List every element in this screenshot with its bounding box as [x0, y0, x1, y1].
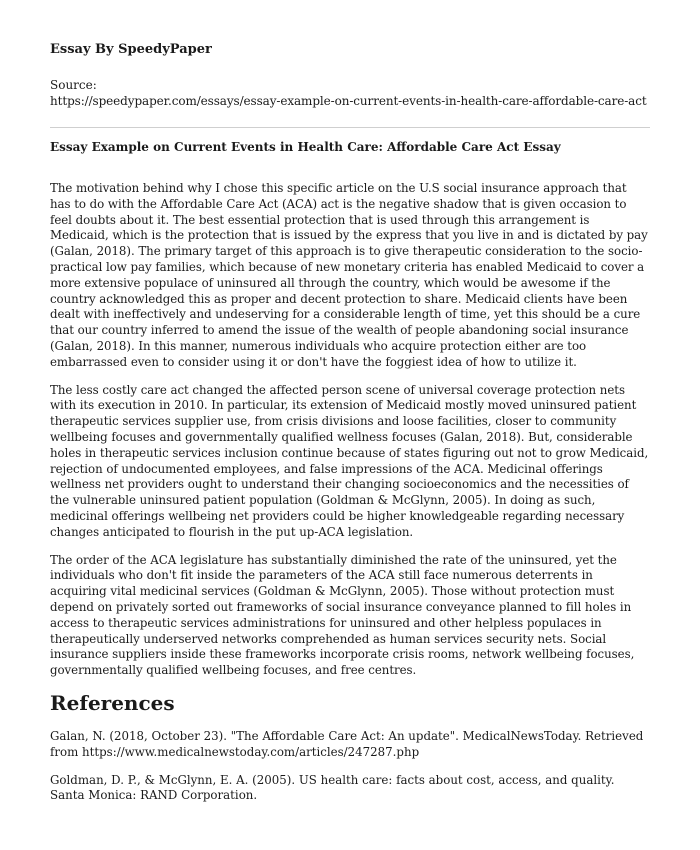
- essay-title: Essay Example on Current Events in Health Care: Affordable Care Act Essay: [50, 140, 561, 154]
- essay-paragraph-2: The less costly care act changed the affected person scene of universal coverage protection nets with its execution in 2010. In particular, its extension of Medicaid mostly moved uninsured patient therapeutic services supplier use, from crisis divisions and loose facilities, closer to community wellbeing focuses and governmentally qualified wellness focuses (Galan, 2018). But, considerable holes in therapeutic services inclusion continue because of states figuring out not to grow Medicaid, rejection of undocumented employees, and false impressions of the ACA. Medicinal offerings wellness net providers ought to understand their changing socioeconomics and the necessities of the vulnerable uninsured patient population (Goldman & McGlynn, 2005). In doing as such, medicinal offerings wellbeing net providers could be higher knowledgeable regarding necessary changes anticipated to flourish in the put up-ACA legislation.: [50, 382, 649, 539]
- reference-item-2: Goldman, D. P., & McGlynn, E. A. (2005). US health care: facts about cost, access, and quality. Santa Monica: RAND Corporation.: [50, 772, 615, 803]
- source-url: https://speedypaper.com/essays/essay-example-on-current-events-in-health-care-affordable-care-act: [50, 94, 647, 108]
- essay-paragraph-3: The order of the ACA legislature has substantially diminished the rate of the uninsured, yet the individuals who don't fit inside the parameters of the ACA still face numerous deterrents in acquiring vital medicinal services (Goldman & McGlynn, 2005). Those without protection must depend on privately sorted out frameworks of social insurance conveyance planned to fill holes in access to therapeutic services administrations for uninsured and other helpless populaces in therapeutically underserved networks comprehended as human services security nets. Social insurance suppliers inside these frameworks incorporate crisis rooms, network wellbeing focuses, governmentally qualified wellbeing focuses, and free centres.: [50, 552, 635, 678]
- essay-paragraph-1: The motivation behind why I chose this specific article on the U.S social insurance approach that has to do with the Affordable Care Act (ACA) act is the negative shadow that is given occasion to feel doubts about it. The best essential protection that is used through this arrangement is Medicaid, which is the protection that is issued by the express that you live in and is dictated by pay (Galan, 2018). The primary target of this approach is to give therapeutic consideration to the socio-practical low pay families, which because of new monetary criteria has enabled Medicaid to cover a more extensive populace of uninsured all through the country, which would be awesome if the country acknowledged this as proper and decent protection to share. Medicaid clients have been dealt with ineffectively and undeserving for a considerable length of time, yet this should be a cure that our country inferred to amend the issue of the wealth of people abandoning social insurance (Galan, 2018). In this manner, numerous individuals who acquire protection either are too embarrassed even to consider using it or don't have the foggiest idea of how to utilize it.: [50, 181, 648, 369]
- header-divider: [50, 127, 650, 128]
- site-title: Essay By SpeedyPaper: [50, 42, 212, 57]
- source-label: Source:: [50, 78, 97, 92]
- references-heading: References: [50, 690, 175, 715]
- reference-item-1: Galan, N. (2018, October 23). "The Affordable Care Act: An update". MedicalNewsToday. Retrieved from https://www.medicalnewstoday.com/articles/247287.php: [50, 728, 644, 759]
